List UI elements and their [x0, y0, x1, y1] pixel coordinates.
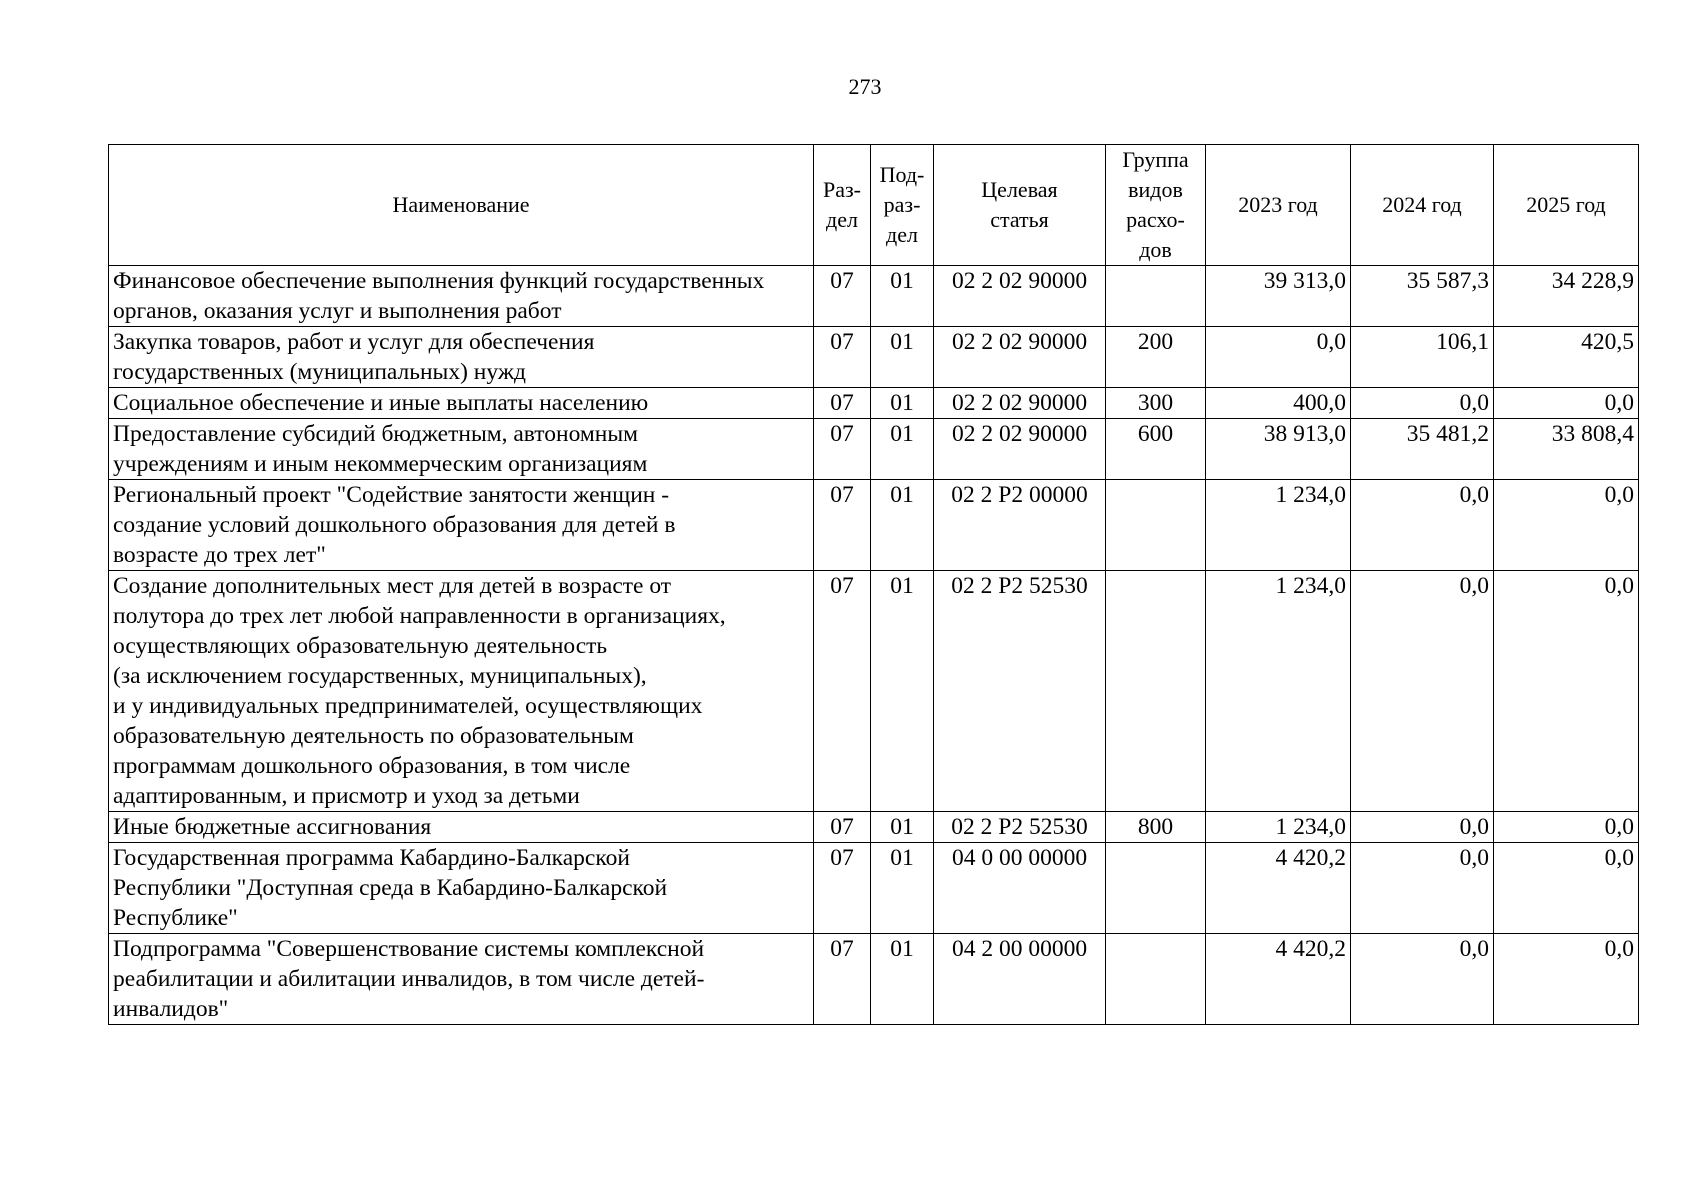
cell-name: Создание дополнительных мест для детей в возрасте от полутора до трех лет любой направленности в организациях, осуществляющих образовательную деятельность (за исключением государственных, муниципальных), и у индивидуальных предпринимателей, осуществляющих образовательную деятельность по образовательным программам дошкольного образования, в том числе адаптированным, и присмотр и уход за детьми	[109, 571, 814, 812]
cell-gruppa: 300	[1106, 388, 1206, 419]
page-number: 273	[848, 74, 882, 99]
cell-2024: 0,0	[1351, 388, 1494, 419]
header-2025: 2025 год	[1494, 145, 1639, 266]
cell-2024: 35 481,2	[1351, 419, 1494, 480]
cell-gruppa	[1106, 843, 1206, 934]
cell-razdel: 07	[814, 388, 871, 419]
cell-2024: 35 587,3	[1351, 266, 1494, 327]
cell-podrazdel: 01	[871, 571, 934, 812]
budget-table	[108, 144, 1639, 1025]
cell-2025: 33 808,4	[1494, 419, 1639, 480]
header-razdel: Раз- дел	[814, 145, 871, 266]
cell-razdel: 07	[814, 934, 871, 1025]
cell-celevaya-statya: 02 2 P2 52530	[934, 812, 1106, 843]
cell-podrazdel: 01	[871, 266, 934, 327]
cell-name: Подпрограмма "Совершенствование системы комплексной реабилитации и абилитации инвалидов, в том числе детей- инвалидов"	[109, 934, 814, 1025]
cell-razdel: 07	[814, 843, 871, 934]
cell-2023: 1 234,0	[1206, 571, 1351, 812]
cell-2025: 0,0	[1494, 480, 1639, 571]
table-row	[109, 934, 1639, 1025]
cell-name: Закупка товаров, работ и услуг для обеспечения государственных (муниципальных) нужд	[109, 327, 814, 388]
cell-gruppa	[1106, 266, 1206, 327]
cell-gruppa: 800	[1106, 812, 1206, 843]
cell-2025: 0,0	[1494, 571, 1639, 812]
cell-podrazdel: 01	[871, 419, 934, 480]
cell-celevaya-statya: 02 2 P2 00000	[934, 480, 1106, 571]
cell-celevaya-statya: 02 2 02 90000	[934, 266, 1106, 327]
cell-celevaya-statya: 02 2 P2 52530	[934, 571, 1106, 812]
cell-2024: 106,1	[1351, 327, 1494, 388]
cell-2023: 38 913,0	[1206, 419, 1351, 480]
cell-razdel: 07	[814, 266, 871, 327]
cell-2023: 400,0	[1206, 388, 1351, 419]
cell-razdel: 07	[814, 571, 871, 812]
cell-2023: 0,0	[1206, 327, 1351, 388]
cell-2025: 0,0	[1494, 388, 1639, 419]
cell-celevaya-statya: 02 2 02 90000	[934, 327, 1106, 388]
cell-2023: 4 420,2	[1206, 843, 1351, 934]
cell-podrazdel: 01	[871, 934, 934, 1025]
cell-gruppa	[1106, 571, 1206, 812]
cell-celevaya-statya: 04 0 00 00000	[934, 843, 1106, 934]
cell-name: Финансовое обеспечение выполнения функций государственных органов, оказания услуг и выполнения работ	[109, 266, 814, 327]
cell-gruppa	[1106, 480, 1206, 571]
cell-2025: 0,0	[1494, 934, 1639, 1025]
table-row	[109, 812, 1639, 843]
table-row	[109, 571, 1639, 812]
cell-razdel: 07	[814, 327, 871, 388]
cell-2023: 4 420,2	[1206, 934, 1351, 1025]
cell-2024: 0,0	[1351, 571, 1494, 812]
table-row	[109, 419, 1639, 480]
cell-podrazdel: 01	[871, 388, 934, 419]
cell-name: Социальное обеспечение и иные выплаты населению	[109, 388, 814, 419]
cell-2024: 0,0	[1351, 843, 1494, 934]
cell-celevaya-statya: 02 2 02 90000	[934, 419, 1106, 480]
header-podrazdel: Под- раз- дел	[871, 145, 934, 266]
cell-podrazdel: 01	[871, 480, 934, 571]
cell-2024: 0,0	[1351, 480, 1494, 571]
cell-name: Иные бюджетные ассигнования	[109, 812, 814, 843]
cell-gruppa: 600	[1106, 419, 1206, 480]
cell-gruppa: 200	[1106, 327, 1206, 388]
cell-podrazdel: 01	[871, 327, 934, 388]
cell-name: Региональный проект "Содействие занятости женщин - создание условий дошкольного образования для детей в возрасте до трех лет"	[109, 480, 814, 571]
cell-podrazdel: 01	[871, 812, 934, 843]
cell-2025: 34 228,9	[1494, 266, 1639, 327]
cell-razdel: 07	[814, 480, 871, 571]
header-name: Наименование	[109, 145, 814, 266]
cell-podrazdel: 01	[871, 843, 934, 934]
table-row	[109, 388, 1639, 419]
header-gruppa-vidov-rashodov: Группа видов расхо- дов	[1106, 145, 1206, 266]
table-header-row	[109, 145, 1639, 266]
cell-2024: 0,0	[1351, 812, 1494, 843]
cell-celevaya-statya: 02 2 02 90000	[934, 388, 1106, 419]
table-row	[109, 843, 1639, 934]
cell-razdel: 07	[814, 419, 871, 480]
header-2024: 2024 год	[1351, 145, 1494, 266]
cell-2025: 0,0	[1494, 812, 1639, 843]
table-row	[109, 480, 1639, 571]
table-row	[109, 327, 1639, 388]
header-2023: 2023 год	[1206, 145, 1351, 266]
table-row	[109, 266, 1639, 327]
cell-2025: 0,0	[1494, 843, 1639, 934]
cell-celevaya-statya: 04 2 00 00000	[934, 934, 1106, 1025]
cell-2025: 420,5	[1494, 327, 1639, 388]
cell-gruppa	[1106, 934, 1206, 1025]
cell-2023: 1 234,0	[1206, 480, 1351, 571]
cell-2023: 39 313,0	[1206, 266, 1351, 327]
cell-name: Государственная программа Кабардино-Балкарской Республики "Доступная среда в Кабардино-Балкарской Республике"	[109, 843, 814, 934]
cell-name: Предоставление субсидий бюджетным, автономным учреждениям и иным некоммерческим организациям	[109, 419, 814, 480]
cell-2024: 0,0	[1351, 934, 1494, 1025]
cell-razdel: 07	[814, 812, 871, 843]
header-celevaya-statya: Целевая статья	[934, 145, 1106, 266]
cell-2023: 1 234,0	[1206, 812, 1351, 843]
